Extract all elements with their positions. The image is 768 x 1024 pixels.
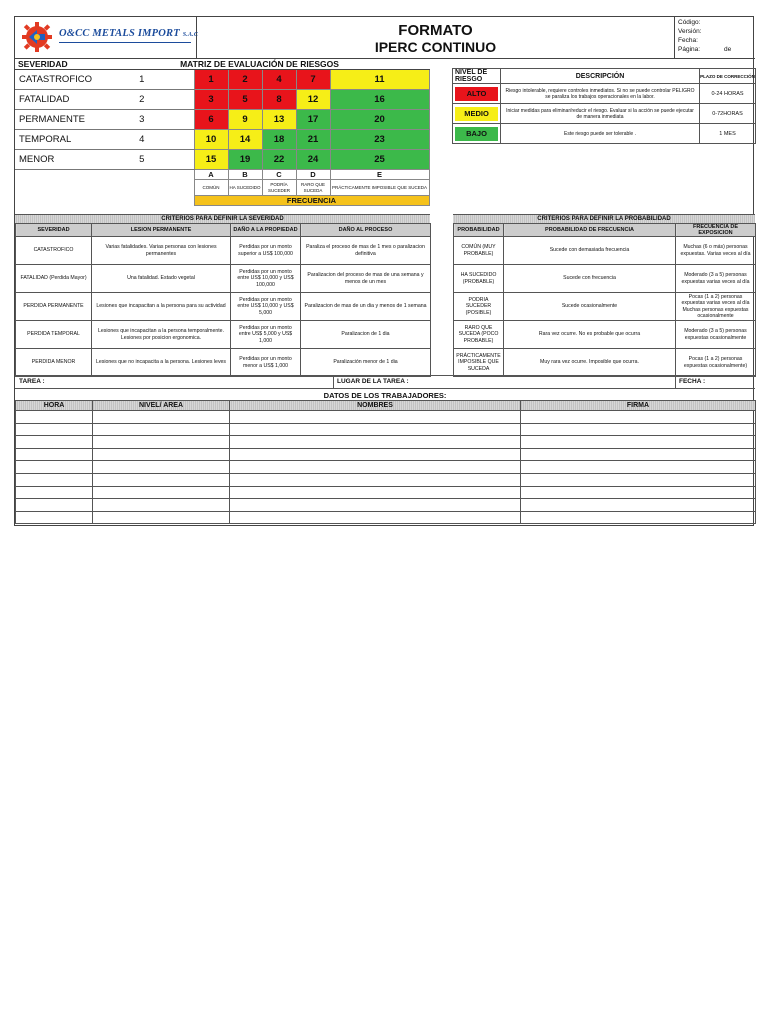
risk-level-row — [453, 104, 756, 124]
severity-criteria-body — [16, 237, 431, 377]
matrix-row — [15, 110, 429, 130]
severity-criteria-row — [16, 293, 431, 321]
worker-cell[interactable] — [521, 423, 756, 436]
risk-level-row — [453, 84, 756, 104]
severity-criteria-header: LESION PERMANENTE — [92, 224, 231, 237]
severity-rank: 3 — [90, 110, 194, 130]
severity-criteria-cell: Perdidas por un monto entre US$ 10,000 y US$ 5,000 — [231, 293, 301, 321]
risk-level-term: 1 MES — [700, 124, 756, 144]
risk-level-desc: Iniciar medidas para eliminar/reducir el riesgo. Evaluar si la acción se puede ejecutar de manera inmediata — [501, 104, 700, 124]
probability-criteria-row — [454, 349, 756, 377]
worker-cell[interactable] — [230, 436, 521, 449]
meta-label: Página: — [678, 46, 701, 53]
matrix-cell: 18 — [262, 130, 296, 150]
meta-version — [678, 27, 752, 36]
frequency-letter: D — [296, 170, 330, 180]
probability-criteria-header: FRECUENCIA DE EXPOSICION — [676, 224, 756, 237]
risk-level-cell — [453, 104, 501, 124]
workers-header: HORA — [16, 401, 93, 411]
probability-criteria-cell: COMÚN (MUY PROBABLE) — [454, 237, 504, 265]
severity-criteria-title: CRITERIOS PARA DEFINIR LA SEVERIDAD — [15, 214, 430, 223]
risk-matrix — [15, 59, 429, 211]
matrix-cell: 16 — [330, 90, 429, 110]
matrix-cell: 14 — [228, 130, 262, 150]
matrix-cell: 20 — [330, 110, 429, 130]
workers-title: DATOS DE LOS TRABAJADORES: — [323, 391, 447, 400]
company-suffix: S.A.C — [182, 32, 199, 38]
risk-term-header: PLAZO DE CORRECCIÓN — [700, 69, 756, 84]
probability-criteria-header-row — [454, 224, 756, 237]
worker-cell[interactable] — [521, 436, 756, 449]
worker-cell[interactable] — [16, 499, 93, 512]
risk-level-body — [453, 84, 756, 144]
severity-criteria-cell: FATALIDAD (Perdida Mayor) — [16, 265, 92, 293]
workers-section — [15, 391, 755, 524]
probability-criteria-cell: PRÁCTICAMENTE IMPOSIBLE QUE SUCEDA — [454, 349, 504, 377]
meta-fecha — [678, 36, 752, 45]
probability-criteria-cell: HA SUCEDIDO (PROBABLE) — [454, 265, 504, 293]
matrix-cell: 6 — [194, 110, 228, 130]
matrix-cell: 5 — [228, 90, 262, 110]
logo-underline — [59, 42, 191, 43]
severity-criteria — [15, 214, 430, 377]
worker-row — [16, 511, 756, 524]
severity-level-label: PERMANENTE — [15, 110, 90, 130]
probability-criteria-header: PROBABILIDAD DE FRECUENCIA — [504, 224, 676, 237]
probability-criteria-cell: RARO QUE SUCEDA (POCO PROBABLE) — [454, 321, 504, 349]
matrix-cell: 9 — [228, 110, 262, 130]
severity-criteria-row — [16, 265, 431, 293]
worker-cell[interactable] — [230, 423, 521, 436]
form-title — [197, 17, 675, 59]
severity-criteria-cell: Perdidas por un monto superior a US$ 100,000 — [231, 237, 301, 265]
probability-criteria-cell: Muy rara vez ocurre. Imposible que ocurra. — [504, 349, 676, 377]
worker-row — [16, 461, 756, 474]
task-label: TAREA : — [19, 378, 45, 385]
frequency-letter: A — [194, 170, 228, 180]
severity-criteria-cell: Paralización menor de 1 dia — [301, 349, 431, 377]
task-divider — [675, 376, 676, 388]
severity-criteria-cell: Perdidas por un monto entre US$ 10,000 y US$ 100,000 — [231, 265, 301, 293]
worker-cell[interactable] — [93, 448, 230, 461]
severity-criteria-cell: Lesiones que no incapacita a la persona. Lesiones leves — [92, 349, 231, 377]
risk-matrix-table — [15, 59, 430, 206]
risk-level-badge: BAJO — [455, 127, 498, 141]
risk-level-table — [452, 68, 756, 144]
meta-label: Código: — [678, 19, 701, 26]
worker-cell[interactable] — [16, 473, 93, 486]
risk-level-cell — [453, 124, 501, 144]
worker-cell[interactable] — [230, 473, 521, 486]
worker-cell[interactable] — [16, 486, 93, 499]
worker-cell[interactable] — [521, 411, 756, 424]
matrix-row — [15, 150, 429, 170]
severity-criteria-cell: Paralizacion de 1 dia — [301, 321, 431, 349]
meta-label: Fecha: — [678, 37, 698, 44]
frequency-desc: RARO QUE SUCEDA — [296, 180, 330, 196]
severity-criteria-cell: PERDIDA PERMANENTE — [16, 293, 92, 321]
probability-criteria-cell: Sucede ocasionalmente — [504, 293, 676, 321]
worker-cell[interactable] — [93, 423, 230, 436]
spacer-cell — [90, 170, 194, 180]
frequency-desc: PRÁCTICAMENTE IMPOSIBLE QUE SUCEDA — [330, 180, 429, 196]
probability-criteria-row — [454, 265, 756, 293]
worker-cell[interactable] — [16, 436, 93, 449]
worker-cell[interactable] — [521, 499, 756, 512]
worker-row — [16, 423, 756, 436]
meta-pagina — [678, 45, 752, 54]
matrix-row — [15, 90, 429, 110]
company-logo — [15, 17, 197, 59]
probability-criteria-cell: Pocas (1 a 2) personas expuestas varias veces al día Muchas personas expuestas ocasionalmente — [676, 293, 756, 321]
worker-cell[interactable] — [93, 511, 230, 524]
worker-cell[interactable] — [16, 411, 93, 424]
task-date-label: FECHA : — [679, 378, 706, 385]
spacer-cell — [15, 170, 90, 180]
probability-criteria-cell: Moderado (3 a 5) personas expuestas varias veces al día — [676, 265, 756, 293]
worker-cell[interactable] — [93, 436, 230, 449]
worker-cell[interactable] — [230, 499, 521, 512]
severity-criteria-table — [15, 223, 431, 377]
risk-level-cell — [453, 84, 501, 104]
frequency-desc-row — [15, 180, 429, 196]
meta-value: de — [724, 46, 732, 53]
matrix-cell: 2 — [228, 70, 262, 90]
risk-level-table-wrap — [452, 68, 755, 148]
matrix-cell: 12 — [296, 90, 330, 110]
worker-cell[interactable] — [93, 499, 230, 512]
severity-level-label: MENOR — [15, 150, 90, 170]
matrix-cell: 17 — [296, 110, 330, 130]
severity-level-label: CATASTROFICO — [15, 70, 90, 90]
worker-cell[interactable] — [16, 461, 93, 474]
frequency-desc: COMÚN — [194, 180, 228, 196]
matrix-cell: 22 — [262, 150, 296, 170]
severity-criteria-header: DAÑO AL PROCESO — [301, 224, 431, 237]
matrix-row — [15, 130, 429, 150]
worker-row — [16, 411, 756, 424]
probability-criteria-table — [453, 223, 756, 377]
probability-criteria — [453, 214, 755, 377]
frequency-desc: HA SUCEDIDO — [228, 180, 262, 196]
matrix-cell: 24 — [296, 150, 330, 170]
worker-cell[interactable] — [93, 473, 230, 486]
matrix-cell: 3 — [194, 90, 228, 110]
meta-codigo — [678, 18, 752, 27]
probability-criteria-row — [454, 293, 756, 321]
iperc-form — [14, 16, 754, 526]
probability-criteria-cell: Pocas (1 a 2) personas expuestas ocasionalmente) — [676, 349, 756, 377]
matrix-cell: 15 — [194, 150, 228, 170]
matrix-cell: 10 — [194, 130, 228, 150]
probability-criteria-row — [454, 237, 756, 265]
severity-criteria-cell: Paralizacion del proceso de mas de una semana y menos de un mes — [301, 265, 431, 293]
probability-criteria-header: PROBABILIDAD — [454, 224, 504, 237]
worker-cell[interactable] — [93, 461, 230, 474]
worker-row — [16, 486, 756, 499]
task-place-label: LUGAR DE LA TAREA : — [337, 378, 409, 385]
worker-cell[interactable] — [93, 411, 230, 424]
workers-table — [15, 400, 756, 524]
matrix-cell: 8 — [262, 90, 296, 110]
risk-level-desc: Riesgo intolerable, requiere controles inmediatos. Si no se puede controlar PELIGRO se paraliza los trabajos operacionales en la labor. — [501, 84, 700, 104]
worker-row — [16, 499, 756, 512]
matrix-cell: 1 — [194, 70, 228, 90]
frequency-letter: C — [262, 170, 296, 180]
frequency-label: FRECUENCIA — [194, 196, 429, 206]
probability-criteria-cell: Moderado (3 a 5) personas expuestas ocasionalmente — [676, 321, 756, 349]
matrix-cell: 23 — [330, 130, 429, 150]
worker-cell[interactable] — [16, 423, 93, 436]
severity-criteria-cell: Lesiones que incapacitan a la persona temporalmente. Lesiones por posicion ergonomica. — [92, 321, 231, 349]
severity-criteria-header: SEVERIDAD — [16, 224, 92, 237]
severity-criteria-header-row — [16, 224, 431, 237]
severity-level-label: TEMPORAL — [15, 130, 90, 150]
severity-criteria-row — [16, 321, 431, 349]
severity-criteria-cell: CATASTROFICO — [16, 237, 92, 265]
meta-label: Versión: — [678, 28, 702, 35]
gear-logo-icon — [21, 21, 53, 53]
risk-level-badge: ALTO — [455, 87, 498, 101]
worker-cell[interactable] — [521, 511, 756, 524]
probability-criteria-cell: Rara vez ocurre. No es probable que ocurra — [504, 321, 676, 349]
risk-level-row — [453, 124, 756, 144]
severity-header: SEVERIDAD — [15, 59, 90, 70]
risk-level-term: 0-24 HORAS — [700, 84, 756, 104]
worker-cell[interactable] — [16, 448, 93, 461]
risk-level-term: 0-72HORAS — [700, 104, 756, 124]
spacer-cell — [15, 180, 90, 196]
workers-body — [16, 411, 756, 524]
severity-criteria-cell: Paralizacion de mas de un dia y menos de 1 semana — [301, 293, 431, 321]
matrix-cell: 19 — [228, 150, 262, 170]
workers-header: NOMBRES — [230, 401, 521, 411]
worker-cell[interactable] — [230, 411, 521, 424]
matrix-body — [15, 70, 429, 206]
frequency-letter: B — [228, 170, 262, 180]
risk-level-desc: Este riesgo puede ser tolerable . — [501, 124, 700, 144]
severity-criteria-cell: PERDIDA MENOR — [16, 349, 92, 377]
title-line-1: FORMATO — [398, 22, 473, 39]
probability-criteria-cell: Sucede con frecuencia — [504, 265, 676, 293]
severity-rank: 2 — [90, 90, 194, 110]
probability-criteria-body — [454, 237, 756, 377]
frequency-letter-row — [15, 170, 429, 180]
matrix-cell: 13 — [262, 110, 296, 130]
risk-level-badge: MEDIO — [455, 107, 498, 121]
workers-header-row — [16, 401, 756, 411]
matrix-cell: 11 — [330, 70, 429, 90]
frequency-label-row — [15, 196, 429, 206]
worker-cell[interactable] — [521, 473, 756, 486]
task-divider — [333, 376, 334, 388]
probability-criteria-cell: Muchas (6 o más) personas expuestas. Varias veces al día — [676, 237, 756, 265]
worker-cell[interactable] — [230, 461, 521, 474]
severity-criteria-cell: Varias fatalidades. Varias personas con lesiones permanentes — [92, 237, 231, 265]
severity-rank: 5 — [90, 150, 194, 170]
severity-criteria-row — [16, 237, 431, 265]
severity-rank: 1 — [90, 70, 194, 90]
workers-header: FIRMA — [521, 401, 756, 411]
worker-cell[interactable] — [521, 486, 756, 499]
matrix-cell: 4 — [262, 70, 296, 90]
risk-desc-header: DESCRIPCIÓN — [501, 69, 700, 84]
probability-criteria-cell: PODRIA SUCEDER (POSIBLE) — [454, 293, 504, 321]
matrix-row — [15, 70, 429, 90]
severity-criteria-cell: Perdidas por un monto menor a US$ 1,000 — [231, 349, 301, 377]
task-row — [15, 375, 755, 389]
severity-criteria-header: DAÑO A LA PROPIEDAD — [231, 224, 301, 237]
spacer-cell — [90, 180, 194, 196]
severity-criteria-row — [16, 349, 431, 377]
spacer-cell — [90, 196, 194, 206]
frequency-letter: E — [330, 170, 429, 180]
company-name: O&CC METALS IMPORT S.A.C — [59, 28, 199, 39]
severity-criteria-cell: Perdidas por un monto entre US$ 5,000 y US$ 1,000 — [231, 321, 301, 349]
severity-criteria-cell: Una fatalidad. Estado vegetal — [92, 265, 231, 293]
risk-level-header: NIVEL DE RIESGO — [453, 69, 501, 84]
probability-criteria-title: CRITERIOS PARA DEFINIR LA PROBABILIDAD — [453, 214, 755, 223]
worker-row — [16, 436, 756, 449]
worker-cell[interactable] — [521, 461, 756, 474]
document-meta — [675, 17, 755, 59]
matrix-cell: 7 — [296, 70, 330, 90]
worker-cell[interactable] — [230, 486, 521, 499]
worker-cell[interactable] — [230, 511, 521, 524]
worker-cell[interactable] — [230, 448, 521, 461]
worker-cell[interactable] — [93, 486, 230, 499]
worker-cell[interactable] — [521, 448, 756, 461]
frequency-desc: PODRÍA SUCEDER — [262, 180, 296, 196]
severity-rank: 4 — [90, 130, 194, 150]
matrix-title: MATRIZ DE EVALUACIÓN DE RIESGOS — [90, 59, 429, 70]
worker-cell[interactable] — [16, 511, 93, 524]
worker-row — [16, 473, 756, 486]
worker-row — [16, 448, 756, 461]
severity-criteria-cell: Lesiones que incapacitan a la persona para su actividad — [92, 293, 231, 321]
severity-criteria-cell: Paraliza el proceso de mas de 1 mes o paralizacion definitiva — [301, 237, 431, 265]
matrix-cell: 21 — [296, 130, 330, 150]
workers-header: NIVEL/ AREA — [93, 401, 230, 411]
severity-level-label: FATALIDAD — [15, 90, 90, 110]
spacer-cell — [15, 196, 90, 206]
title-line-2: IPERC CONTINUO — [374, 39, 497, 55]
matrix-cell: 25 — [330, 150, 429, 170]
probability-criteria-cell: Sucede con demasiada frecuencia — [504, 237, 676, 265]
severity-criteria-cell: PERDIDA TEMPORAL — [16, 321, 92, 349]
probability-criteria-row — [454, 321, 756, 349]
